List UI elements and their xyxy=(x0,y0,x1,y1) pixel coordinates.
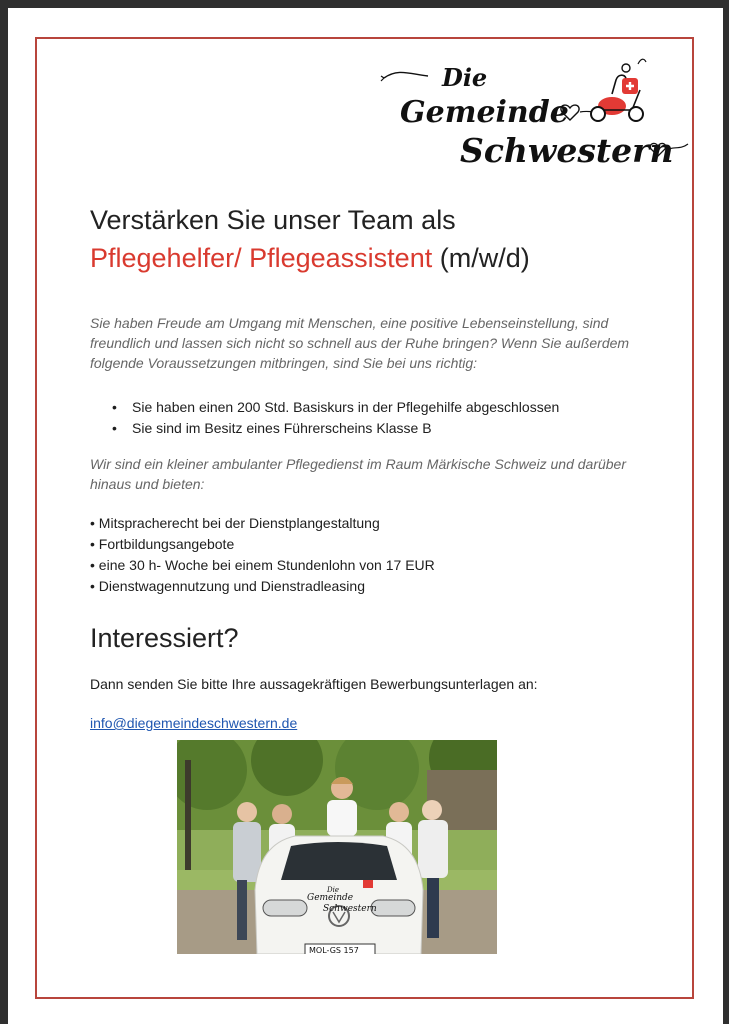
requirements-list xyxy=(112,397,632,439)
car-image xyxy=(255,836,423,954)
intro-text: Sie haben Freude am Umgang mit Menschen, eine positive Lebenseinstellung, sind freundlich und lassen sich nicht so schnell aus der Ruhe bringen? Wenn Sie außerdem folgende Voraussetzungen mitbringen, sind Sie bei uns richtig: xyxy=(90,315,630,371)
offer-item: • Dienstwagennutzung und Dienstradleasing xyxy=(90,576,650,597)
offer-item: • Fortbildungsangebote xyxy=(90,534,650,555)
heading-line-1: Verstärken Sie unser Team als xyxy=(90,205,456,235)
offer-intro-text: Wir sind ein kleiner ambulanter Pflegedienst im Raum Märkische Schweiz und darüber hinaus und bieten: xyxy=(90,456,627,492)
car-logo-line-2: Gemeinde xyxy=(307,893,354,903)
scooter-icon xyxy=(591,59,646,121)
requirement-item: • Sie haben einen 200 Std. Basiskurs in der Pflegehilfe abgeschlossen xyxy=(112,397,632,418)
offers-list xyxy=(90,513,650,597)
interest-heading: Interessiert? xyxy=(90,623,239,653)
job-title: Pflegehelfer/ Pflegeassistent xyxy=(90,243,433,273)
logo-line-3: Schwestern xyxy=(460,131,674,168)
job-heading xyxy=(90,201,650,277)
car-logo-line-3: Schwestern xyxy=(323,904,377,914)
logo-line-2: Gemeinde xyxy=(400,95,569,130)
application-instructions: Dann senden Sie bitte Ihre aussagekräftigen Bewerbungsunterlagen an: xyxy=(90,676,538,692)
offer-item: • Mitspracherecht bei der Dienstplangestaltung xyxy=(90,513,650,534)
requirement-item: • Sie sind im Besitz eines Führerscheins Klasse B xyxy=(112,418,632,439)
gender-note: (m/w/d) xyxy=(432,243,530,273)
document-page xyxy=(8,8,723,1024)
company-logo xyxy=(380,50,690,168)
email-link[interactable]: info@diegemeindeschwestern.de xyxy=(90,715,298,731)
logo-line-1: Die xyxy=(442,63,488,92)
car-logo-line-1: Die xyxy=(327,886,339,894)
team-photo xyxy=(177,740,497,954)
license-plate: MOL-GS 157 xyxy=(309,946,359,954)
offer-item: • eine 30 h- Woche bei einem Stundenlohn von 17 EUR xyxy=(90,555,650,576)
